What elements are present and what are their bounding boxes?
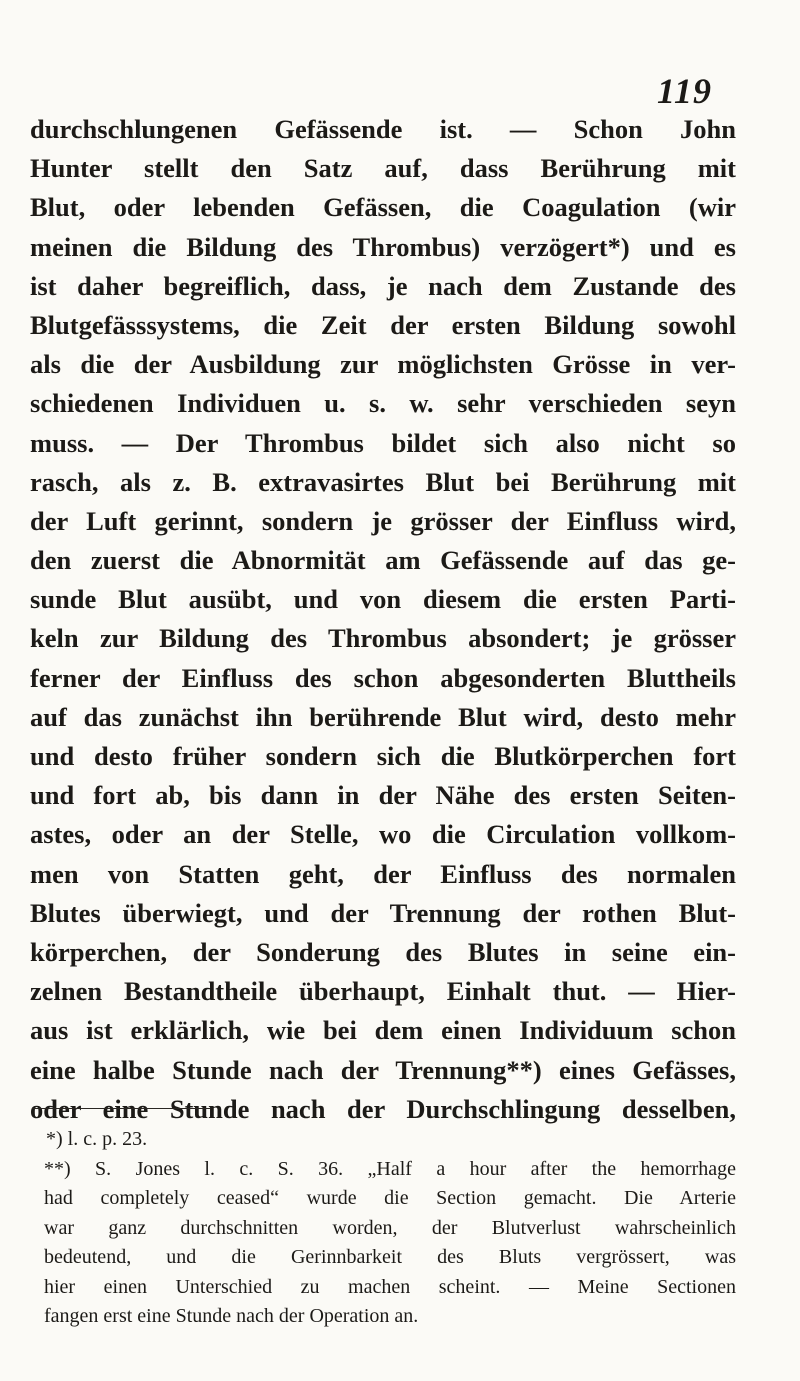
footnote-line: had completely ceased“ wurde die Section gemacht. Die Arterie: [44, 1187, 736, 1209]
footnote-line: war ganz durchschnitten worden, der Blutverlust wahrscheinlich: [44, 1216, 736, 1239]
body-line: ferner der Einfluss des schon abgesonderten Bluttheils: [30, 662, 736, 693]
body-line: sunde Blut ausübt, und von diesem die ersten Parti-: [30, 584, 736, 615]
body-line: men von Statten geht, der Einfluss des normalen: [30, 858, 736, 889]
body-line: Blutes überwiegt, und der Trennung der rothen Blut-: [30, 897, 736, 928]
footnote-line: hier einen Unterschied zu machen scheint. — Meine Sectionen: [44, 1275, 736, 1298]
body-line: eine halbe Stunde nach der Trennung**) eines Gefässes,: [30, 1054, 736, 1085]
body-line: durchschlungenen Gefässende ist. — Schon John: [30, 114, 736, 144]
body-line: der Luft gerinnt, sondern je grösser der Einfluss wird,: [30, 505, 736, 536]
body-line: schiedenen Individuen u. s. w. sehr verschieden seyn: [30, 388, 736, 419]
body-line: oder eine Stunde nach der Durchschlingung desselben,: [30, 1093, 736, 1124]
body-line: muss. — Der Thrombus bildet sich also nicht so: [30, 427, 736, 458]
footnote-line: *) l. c. p. 23.: [46, 1128, 148, 1150]
body-line: als die der Ausbildung zur möglichsten Grösse in ver-: [30, 349, 736, 380]
body-line: den zuerst die Abnormität am Gefässende auf das ge-: [30, 545, 736, 576]
body-line: körperchen, der Sonderung des Blutes in seine ein-: [30, 936, 736, 967]
body-line: aus ist erklärlich, wie bei dem einen Individuum schon: [30, 1015, 736, 1046]
body-line: und fort ab, bis dann in der Nähe des ersten Seiten-: [30, 780, 736, 811]
body-line: Blutgefässsystems, die Zeit der ersten Bildung sowohl: [30, 309, 736, 340]
body-line: keln zur Bildung des Thrombus absondert; je grösser: [30, 623, 736, 654]
body-line: zelnen Bestandtheile überhaupt, Einhalt thut. — Hier-: [30, 976, 736, 1007]
body-line: rasch, als z. B. extravasirtes Blut bei Berührung mit: [30, 466, 736, 497]
footnote-line: fangen erst eine Stunde nach der Operation an.: [44, 1305, 419, 1327]
body-line: astes, oder an der Stelle, wo die Circulation vollkom-: [30, 819, 736, 850]
body-line: Blut, oder lebenden Gefässen, die Coagulation (wir: [30, 192, 736, 223]
body-line: und desto früher sondern sich die Blutkörperchen fort: [30, 741, 736, 771]
body-line: Hunter stellt den Satz auf, dass Berührung mit: [30, 153, 736, 184]
footnote-line: bedeutend, und die Gerinnbarkeit des Bluts vergrössert, was: [44, 1246, 736, 1268]
body-line: meinen die Bildung des Thrombus) verzögert*) und es: [30, 231, 736, 262]
footnotes: [44, 1125, 736, 1332]
body-text: [30, 110, 736, 1129]
body-line: ist daher begreiflich, dass, je nach dem Zustande des: [30, 270, 736, 301]
footnote-divider: [32, 1108, 210, 1109]
page-number: 119: [656, 71, 712, 111]
footnote-line: **) S. Jones l. c. S. 36. „Half a hour after the hemorrhage: [44, 1157, 736, 1180]
body-line: auf das zunächst ihn berührende Blut wird, desto mehr: [30, 701, 736, 732]
